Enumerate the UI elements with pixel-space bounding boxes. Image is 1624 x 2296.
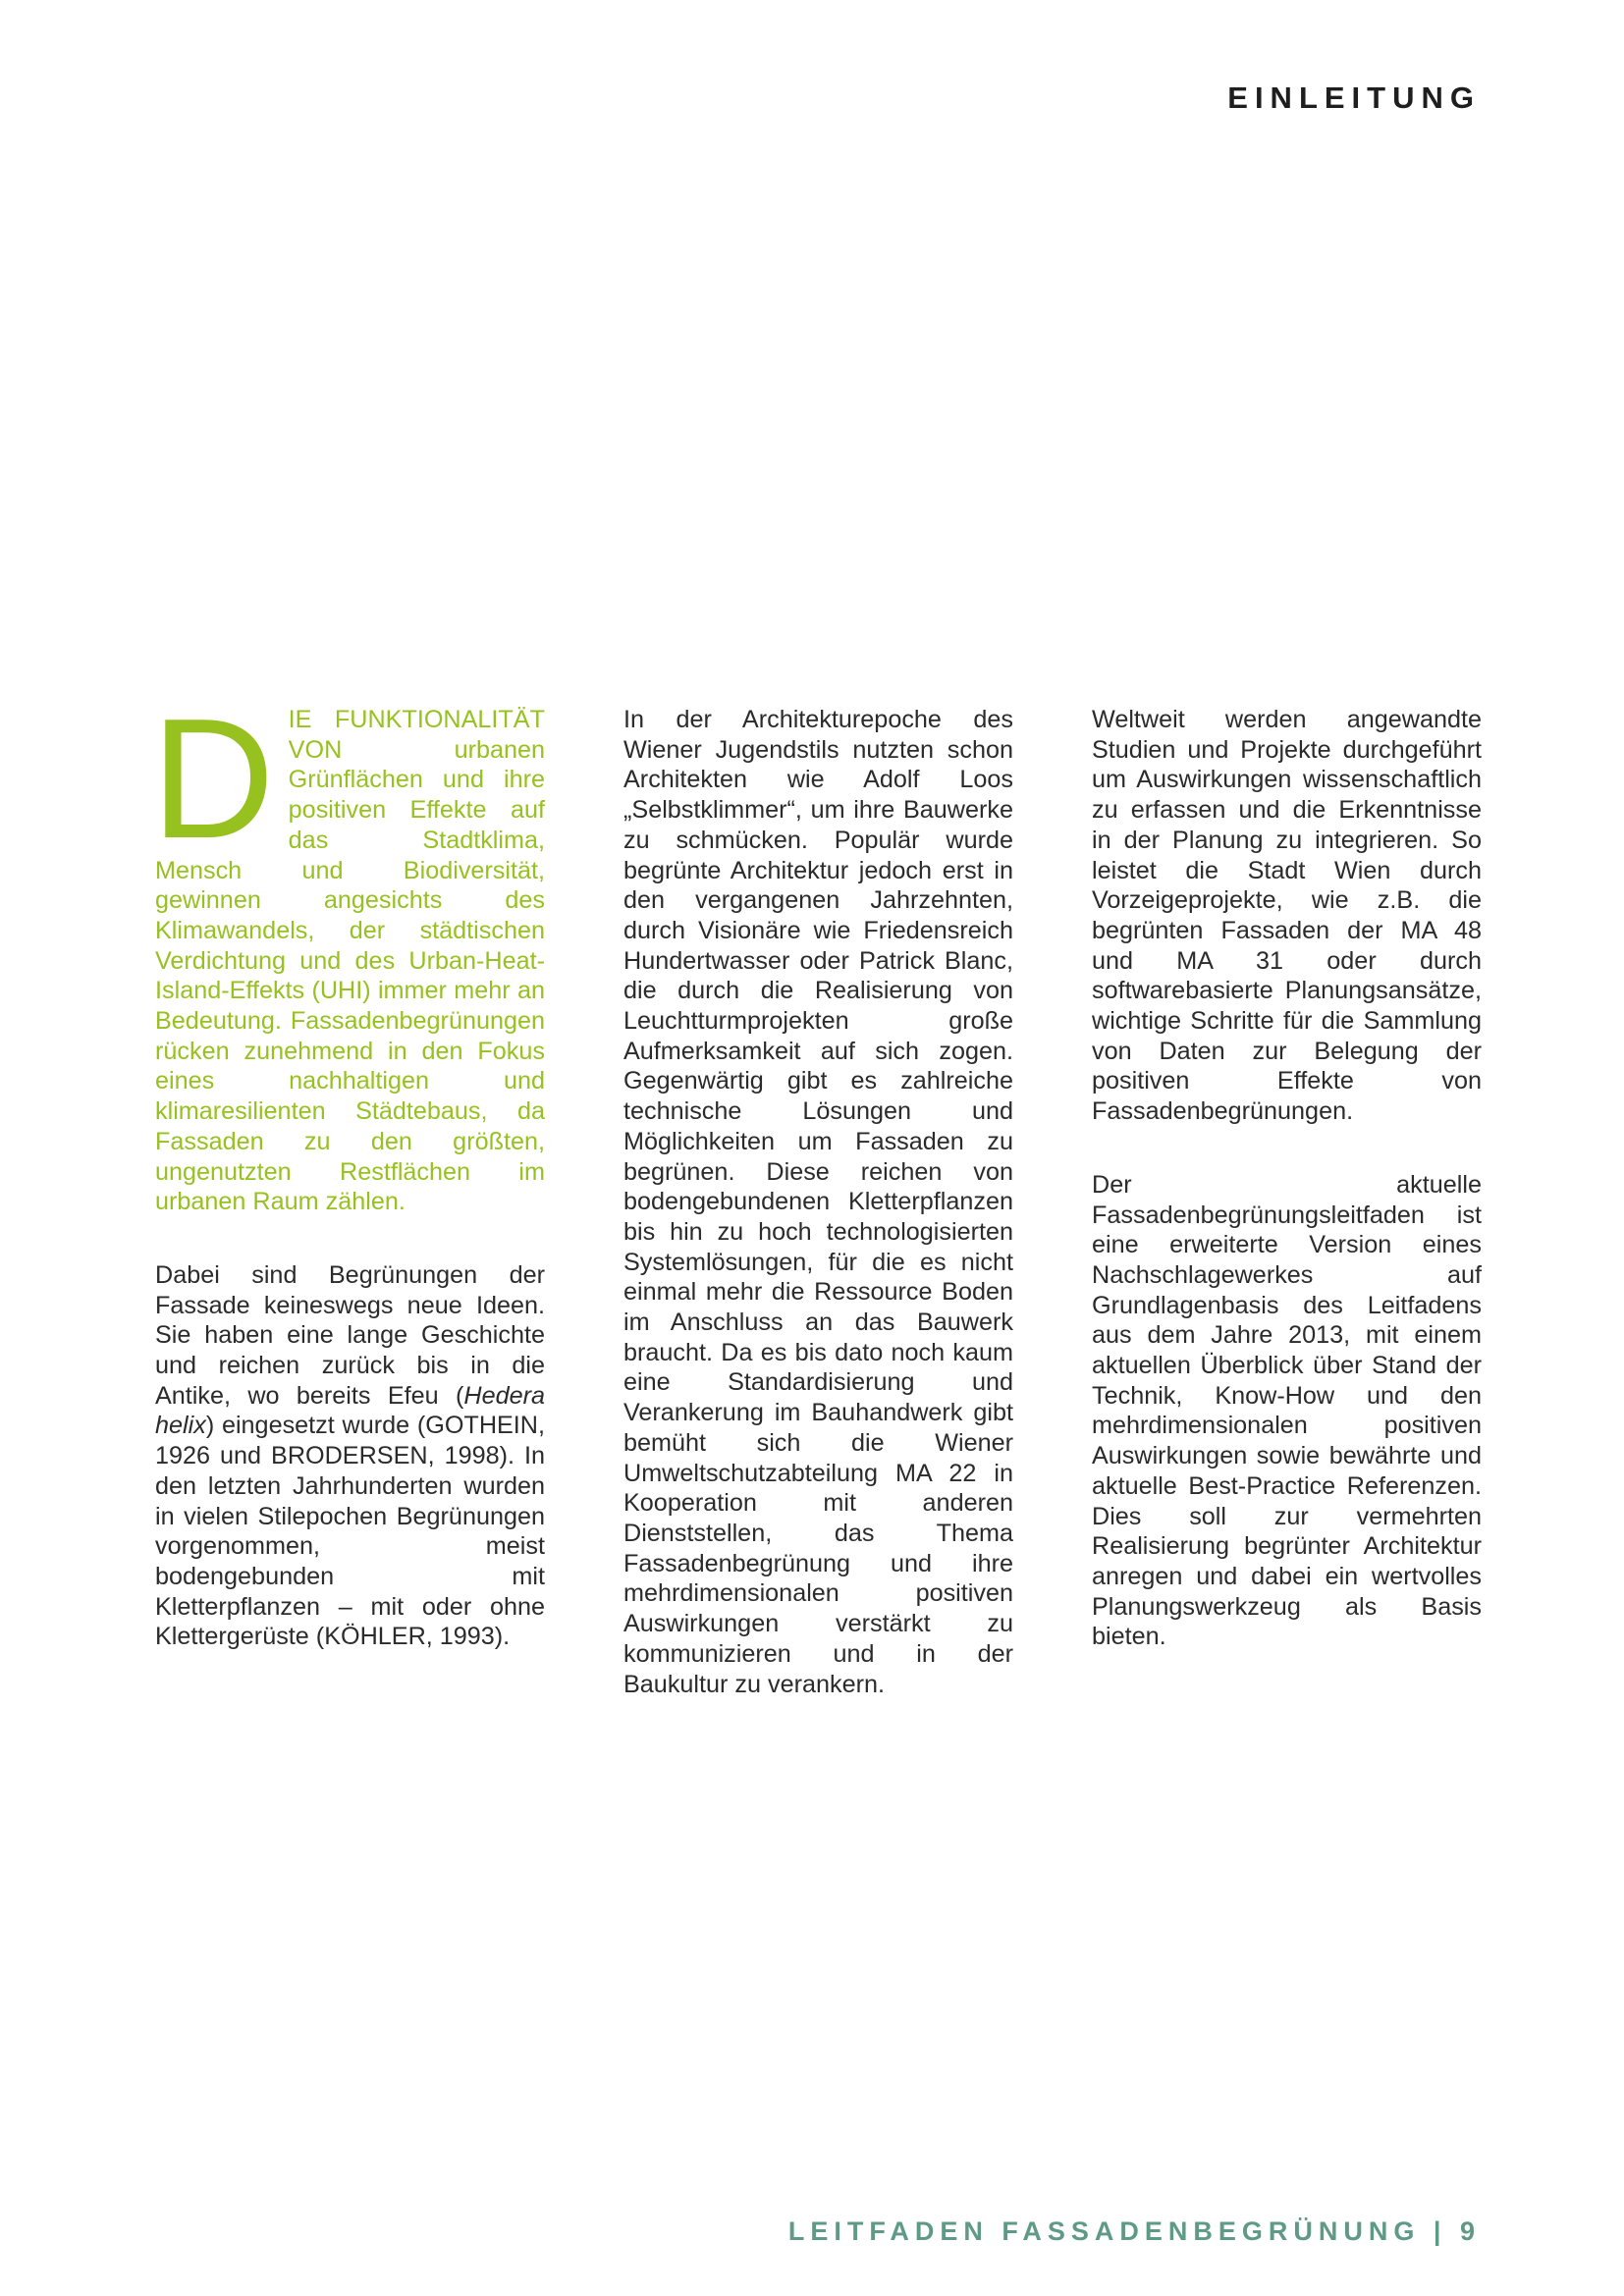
lead-paragraph xyxy=(151,682,545,1217)
text-column-2 xyxy=(623,705,1013,1742)
paragraph-guideline: Der aktuelle Fassadenbegrünungsleitfaden ist eine erweiterte Version eines Nachschlagewerkes auf Grundlagenbasis des Leitfadens aus dem Jahre 2013, mit einem aktuellen Überblick über Stand der Technik, Know-How und den mehrdimensionalen positiven Auswirkungen sowie bewährte und aktuelle Best-Practice Referenzen. Dies soll zur vermehrten Realisierung begrünter Architektur anregen und dabei ein wertvolles Planungswerkzeug als Basis bieten. xyxy=(1092,1170,1482,1651)
page-footer: LEITFADEN FASSADENBEGRÜNUNG | 9 xyxy=(787,2216,1481,2246)
text-column-1 xyxy=(151,682,545,1695)
drop-cap: D xyxy=(151,682,275,874)
paragraph-text: Dabei sind Begrünungen der Fassade keineswegs neue Ideen. Sie haben eine lange Geschichte und reichen zurück bis in die Antike, wo bereits Efeu ( xyxy=(155,1260,545,1410)
text-column-3 xyxy=(1092,705,1482,1695)
paragraph-history xyxy=(155,1260,545,1652)
latin-plant-name: Hedera helix xyxy=(155,1381,545,1440)
paragraph-studies: Weltweit werden angewandte Studien und Projekte durchgeführt um Auswirkungen wissenschaftlich zu erfassen und die Erkenntnisse in der Planung zu integrieren. So leistet die Stadt Wien durch Vorzeigeprojekte, wie z.B. die begrünten Fassaden der MA 48 und MA 31 oder durch softwarebasierte Planungsansätze, wichtige Schritte für die Sammlung von Daten zur Belegung der positiven Effekte von Fassadenbegrünungen. xyxy=(1092,706,1482,1126)
lead-text: IE FUNKTIONALITÄT VON urbanen Grünflächen und ihre positiven Effekte auf das Stadtklima, Mensch und Biodiversität, gewinnen angesichts des Klimawandels, der städtischen Verdichtung und des Urban-Heat-Island-Effekts (UHI) immer mehr an Bedeutung. Fassadenbegrünungen rücken zunehmend in den Fokus eines nachhaltigen und klimaresilienten Städtebaus, da Fassaden zu den größten, ungenutzten Restflächen im urbanen Raum zählen. xyxy=(155,706,545,1216)
section-title: EINLEITUNG xyxy=(1227,80,1481,115)
paragraph-text: ) eingesetzt wurde (GOTHEIN, 1926 und BRODERSEN, 1998). In den letzten Jahrhunderten wurden in vielen Stilepochen Begrünungen vorgenommen, meist bodengebunden mit Kletterpflanzen – mit oder ohne Klettergerüste (KÖHLER, 1993). xyxy=(155,1412,545,1651)
paragraph-architecture: In der Architekturepoche des Wiener Jugendstils nutzten schon Architekten wie Adolf Loos „Selbstklimmer“, um ihre Bauwerke zu schmücken. Populär wurde begrünte Architektur jedoch erst in den vergangenen Jahrzehnten, durch Visionäre wie Friedensreich Hundertwasser oder Patrick Blanc, die durch die Realisierung von Leuchtturmprojekten große Aufmerksamkeit auf sich zogen. Gegenwärtig gibt es zahlreiche technische Lösungen und Möglichkeiten um Fassaden zu begrünen. Diese reichen von bodengebundenen Kletterpflanzen bis hin zu hoch technologisierten Systemlösungen, für die es nicht einmal mehr die Ressource Boden im Anschluss an das Bauwerk braucht. Da es bis dato noch kaum eine Standardisierung und Verankerung im Bauhandwerk gibt bemüht sich die Wiener Umweltschutzabteilung MA 22 in Kooperation mit anderen Dienststellen, das Thema Fassadenbegrünung und ihre mehrdimensionalen positiven Auswirkungen verstärkt zu kommunizieren und in der Baukultur zu verankern. xyxy=(623,706,1013,1698)
